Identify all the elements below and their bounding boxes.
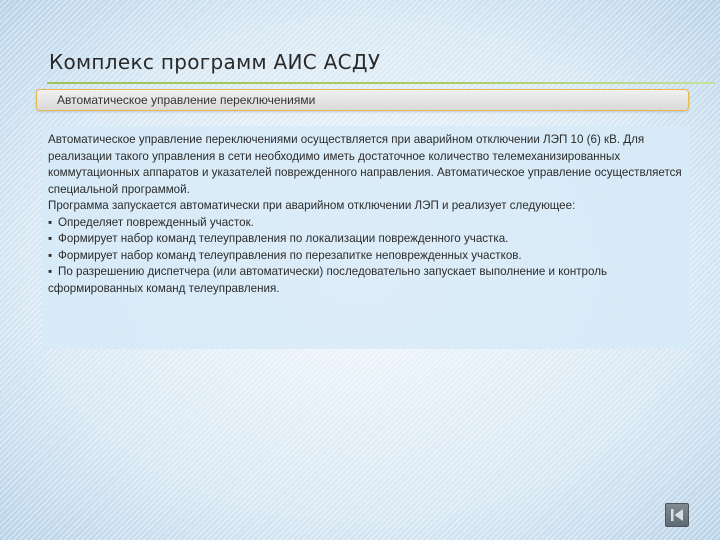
bullet-text: По разрешению диспетчера (или автоматически) последовательно запускает выполнение и контроль сформированных команд телеуправления. xyxy=(48,265,608,295)
subheading-label: Автоматическое управление переключениями xyxy=(57,93,316,107)
content-paragraph: Автоматическое управление переключениями осуществляется при аварийном отключении ЛЭП 10 (6) кВ. Для реализации такого управления в сети необходимо иметь достаточное количество телемеханизированных коммутационных аппаратов и указателей поврежденного направления. Автоматическое управление осуществляется специальной программой. xyxy=(48,133,682,196)
content-paragraph: Программа запускается автоматически при аварийном отключении ЛЭП и реализует следующее: xyxy=(48,199,576,212)
bullet-text: Формирует набор команд телеуправления по локализации поврежденного участка. xyxy=(58,232,509,245)
first-slide-icon xyxy=(669,507,685,523)
first-slide-button[interactable] xyxy=(665,503,689,527)
bullet-item xyxy=(48,264,682,297)
slide-title: Комплекс программ АИС АСДУ xyxy=(49,50,381,74)
content-panel xyxy=(42,126,690,349)
section-subheading xyxy=(36,89,689,111)
bullet-text: Формирует набор команд телеуправления по перезапитке неповрежденных участков. xyxy=(58,248,522,262)
bullet-text: Определяет поврежденный участок. xyxy=(58,215,254,229)
bullet-item xyxy=(48,215,682,232)
bullet-item xyxy=(48,248,682,265)
bullet-marker: ▪ xyxy=(48,248,53,262)
title-divider xyxy=(47,82,715,84)
bullet-marker: ▪ xyxy=(48,215,53,229)
bullet-marker: ▪ xyxy=(48,232,53,245)
bullet-marker: ▪ xyxy=(48,265,53,278)
bullet-item xyxy=(48,231,682,248)
